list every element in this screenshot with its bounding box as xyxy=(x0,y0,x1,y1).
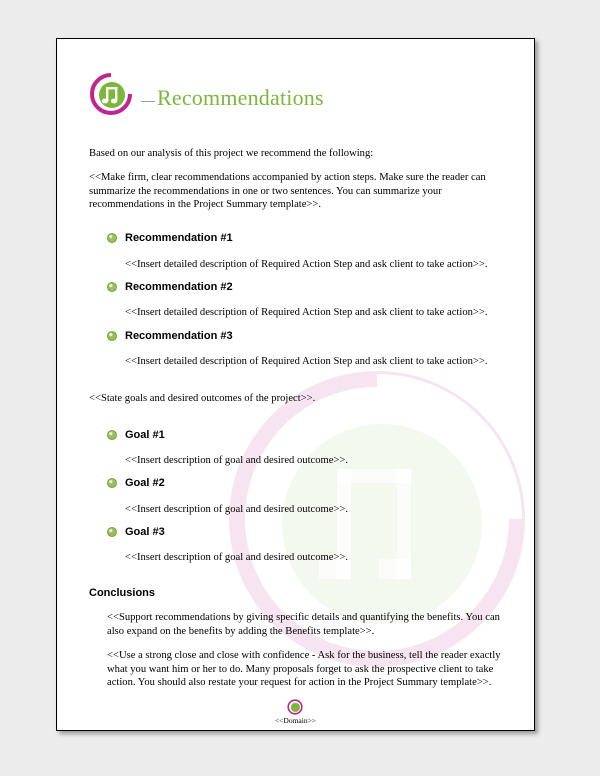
document-page xyxy=(56,38,535,731)
goal-description: <<Insert description of goal and desired outcome>>. xyxy=(125,455,349,466)
recommendations-intro: <<Make firm, clear recommendations accompanied by action steps. Make sure the reader can summarize the recommendations in one or two sentences. You can summarize your recommendations in the Project Summary template>>. xyxy=(89,172,486,211)
intro-text: Based on our analysis of this project we recommend the following: xyxy=(89,148,374,159)
goal-item xyxy=(107,525,165,539)
goal-label: Goal #2 xyxy=(125,477,165,489)
recommendation-label: Recommendation #2 xyxy=(125,281,233,293)
recommendation-item xyxy=(107,231,233,245)
goal-label: Goal #3 xyxy=(125,526,165,538)
green-orb-bullet-icon xyxy=(107,478,117,488)
recommendation-description: <<Insert detailed description of Required Action Step and ask client to take action>>. xyxy=(125,356,488,367)
footer-domain: <<Domain>> xyxy=(274,716,317,725)
conclusions-heading: Conclusions xyxy=(89,587,156,599)
goal-label: Goal #1 xyxy=(125,429,165,441)
goal-description: <<Insert description of goal and desired outcome>>. xyxy=(125,552,349,563)
footer-logo-icon xyxy=(287,699,303,715)
green-orb-bullet-icon xyxy=(107,282,117,292)
recommendation-item xyxy=(107,329,233,343)
goal-item xyxy=(107,428,165,442)
recommendation-item xyxy=(107,280,233,294)
page-title: Recommendations xyxy=(157,85,324,110)
conclusion-paragraph: <<Use a strong close and close with confidence - Ask for the business, tell the reader exactly what you want him or her to do. Many proposals forget to ask the prospective client to take action. You should also restate your request for action in the Project Summary template>>. xyxy=(107,650,501,689)
recommendation-description: <<Insert detailed description of Required Action Step and ask client to take action>>. xyxy=(125,259,488,270)
music-note-logo-icon xyxy=(89,72,133,116)
goal-description: <<Insert description of goal and desired outcome>>. xyxy=(125,504,349,515)
recommendation-description: <<Insert detailed description of Required Action Step and ask client to take action>>. xyxy=(125,307,488,318)
green-orb-bullet-icon xyxy=(107,430,117,440)
recommendation-label: Recommendation #1 xyxy=(125,232,233,244)
title-rule xyxy=(141,101,155,102)
recommendation-label: Recommendation #3 xyxy=(125,330,233,342)
green-orb-bullet-icon xyxy=(107,527,117,537)
conclusion-paragraph: <<Support recommendations by giving specific details and quantifying the benefits. You can also expand on the benefits by adding the Benefits template>>. xyxy=(107,612,500,637)
green-orb-bullet-icon xyxy=(107,331,117,341)
goal-item xyxy=(107,476,165,490)
green-orb-bullet-icon xyxy=(107,233,117,243)
goals-intro: <<State goals and desired outcomes of the project>>. xyxy=(89,393,316,404)
